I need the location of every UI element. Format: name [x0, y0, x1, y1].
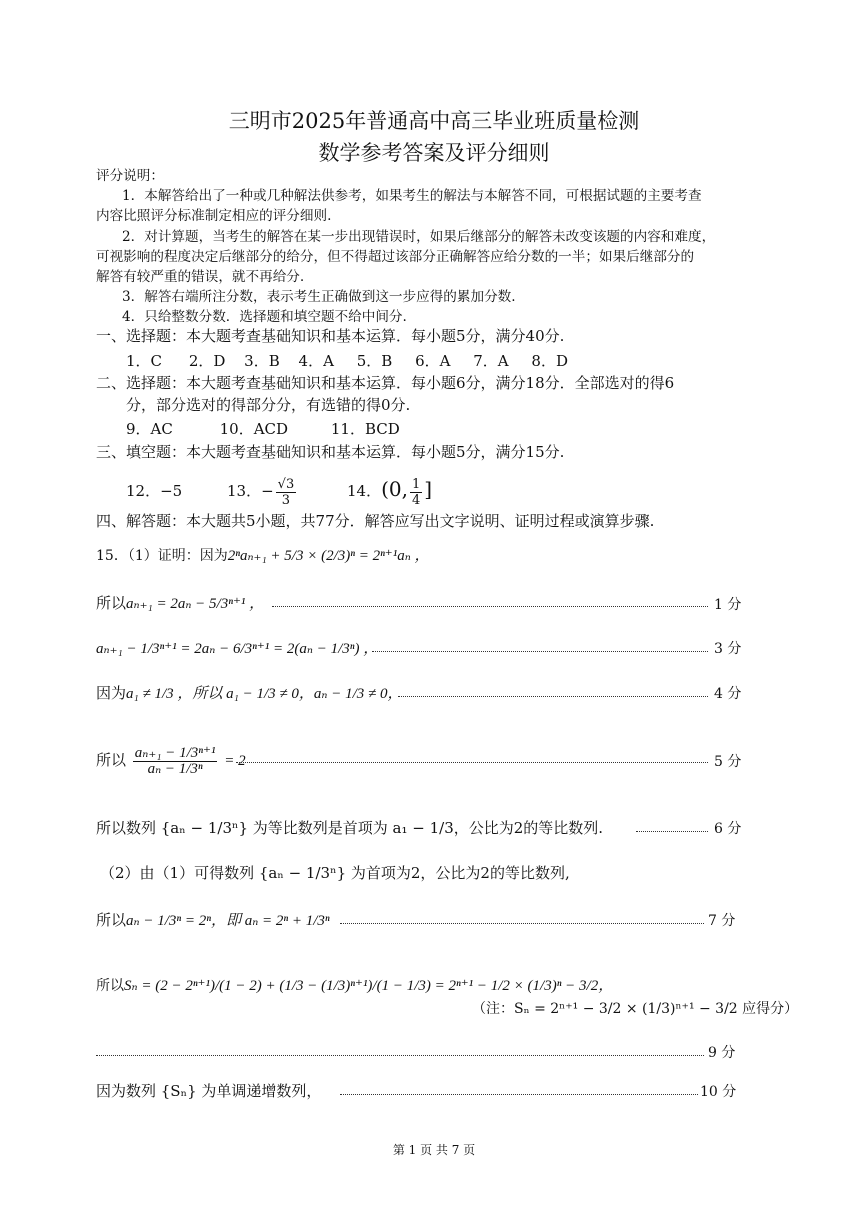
dotted-leader: [372, 651, 708, 652]
section1-heading: 一、选择题：本大题考查基础知识和基本运算．每小题5分，满分40分.: [96, 327, 565, 345]
section2-heading-cont: 分，部分选对的得部分分，有选错的得0分.: [126, 396, 411, 414]
q15-line3: [96, 640, 378, 658]
score-mark: 9 分: [708, 1045, 736, 1061]
q15-line8: 所以aₙ − 1/3ⁿ = 2ⁿ，即 aₙ = 2ⁿ + 1/3ⁿ: [96, 911, 330, 929]
answer: 2．D: [188, 352, 226, 370]
math-expression: aₙ₊₁ = 2aₙ − 5/3ⁿ⁺¹ ，: [126, 596, 265, 612]
q15-note: （注：Sₙ = 2ⁿ⁺¹ − 3/2 × (1/3)ⁿ⁺¹ − 3/2 应得分）: [472, 1001, 799, 1017]
score-mark: 7 分: [708, 913, 736, 929]
answer: 5．B: [356, 352, 393, 370]
fraction-numerator: 1: [411, 476, 421, 492]
intro-heading: 评分说明：: [96, 168, 164, 184]
interval-open: (0,: [381, 477, 408, 501]
q15-line7: （2）由（1）可得数列 {aₙ − 1/3ⁿ} 为首项为2，公比为2的等比数列,: [100, 864, 570, 882]
ratio-fraction: [133, 746, 218, 777]
q15-line1: 15．（1）证明：因为2ⁿaₙ₊₁ + 5/3 × (2/3)ⁿ = 2ⁿ⁺¹aₙ ，: [96, 548, 430, 564]
q15-line4: 因为a₁ ≠ 1/3 ，所以 a₁ − 1/3 ≠ 0，aₙ − 1/3 ≠ 0，: [96, 684, 403, 702]
score-mark: 10 分: [700, 1084, 737, 1100]
dotted-leader: [340, 923, 704, 924]
note-line: 4．只给整数分数．选择题和填空题不给中间分.: [122, 309, 407, 325]
note-line: 2．对计算题，当考生的解答在某一步出现错误时，如果后继部分的解答未改变该题的内容和难度，: [122, 229, 716, 245]
page-title: 三明市2025年普通高中高三毕业班质量检测: [228, 109, 640, 133]
note-line: 内容比照评分标准制定相应的评分细则.: [96, 208, 332, 224]
math-expression: Sₙ = (2 − 2ⁿ⁺¹)/(1 − 2) + (1/3 − (1/3)ⁿ⁺¹)/(1 − 1/3) = 2ⁿ⁺¹ − 1/2 × (1/3)ⁿ − 3/2，: [124, 978, 614, 994]
q15-line5: 所以 $\frac{\text{aₙ₊₁ − 1/3ⁿ⁺¹}}{\text{aₙ − 1/3ⁿ}}$ = 2: [96, 744, 246, 777]
section3-answers: [126, 467, 432, 513]
answer: 8．D: [531, 352, 568, 370]
interval-close: ]: [424, 477, 433, 501]
math-expression: aₙ₊₁ − 1/3ⁿ⁺¹ = 2aₙ − 6/3ⁿ⁺¹ = 2(aₙ − 1/3ⁿ) ，: [96, 641, 379, 657]
fraction-numerator: aₙ₊₁ − 1/3ⁿ⁺¹: [134, 744, 216, 761]
page-footer: 第 1 页 共 7 页: [392, 1143, 476, 1157]
math-expression: a₁ ≠ 1/3 ，所以 a₁ − 1/3 ≠ 0，aₙ − 1/3 ≠ 0，: [126, 686, 403, 702]
fraction-numerator: √3: [277, 476, 295, 492]
q15-line11: 因为数列 {Sₙ} 为单调递增数列，: [96, 1082, 322, 1100]
section2-heading: 二、选择题：本大题考查基础知识和基本运算．每小题6分，满分18分．全部选对的得6: [96, 374, 675, 392]
q15-line2: 所以aₙ₊₁ = 2aₙ − 5/3ⁿ⁺¹ ，: [96, 594, 265, 612]
dotted-leader: [272, 606, 708, 607]
answer: 3．B: [244, 352, 280, 370]
score-mark: 6 分: [714, 821, 742, 837]
score-mark: 1 分: [714, 597, 742, 613]
section4-heading: 四、解答题：本大题共5小题，共77分．解答应写出文字说明、证明过程或演算步骤.: [96, 512, 655, 530]
answer-12: 12．−5: [126, 482, 183, 500]
answer: 10．ACD: [219, 420, 289, 438]
answer-13-label: 13．: [226, 482, 262, 500]
q15-line9: 所以Sₙ = (2 − 2ⁿ⁺¹)/(1 − 2) + (1/3 − (1/3)ⁿ⁺¹)/(1 − 1/3) = 2ⁿ⁺¹ − 1/2 × (1/3)ⁿ − 3/2，: [96, 978, 614, 994]
dotted-leader: [236, 762, 708, 763]
answer-13-fraction: [276, 477, 297, 508]
dotted-leader: [636, 831, 708, 832]
section1-answers: [126, 353, 568, 370]
score-mark: 3 分: [714, 641, 742, 657]
answer: 1．C: [126, 352, 163, 370]
note-line: 3．解答右端所注分数，表示考生正确做到这一步应得的累加分数.: [122, 289, 516, 305]
note-line: 可视影响的程度决定后继部分的给分，但不得超过该部分正确解答应给分数的一半；如果后继部分的: [96, 249, 695, 265]
math-expression: 2ⁿaₙ₊₁ + 5/3 × (2/3)ⁿ = 2ⁿ⁺¹aₙ ，: [227, 548, 430, 564]
answer-14-label: 14．: [347, 482, 382, 500]
page-subtitle: 数学参考答案及评分细则: [318, 141, 550, 165]
answer: 4．A: [298, 352, 334, 370]
fraction-denominator: 3: [281, 492, 291, 508]
q15-line6: 所以数列 {aₙ − 1/3ⁿ} 为等比数列是首项为 a₁ − 1/3，公比为2的等比数列.: [96, 819, 604, 837]
answer-14-fraction: [410, 477, 422, 508]
section2-answers: [126, 421, 400, 438]
dotted-leader: [96, 1055, 704, 1056]
answer: 9．AC: [126, 420, 173, 438]
dotted-leader: [340, 1094, 698, 1095]
math-expression: aₙ − 1/3ⁿ = 2ⁿ，即 aₙ = 2ⁿ + 1/3ⁿ: [126, 913, 330, 929]
section3-heading: 三、填空题：本大题考查基础知识和基本运算．每小题5分，满分15分.: [96, 443, 565, 461]
score-mark: 4 分: [714, 686, 742, 702]
score-mark: 5 分: [714, 754, 742, 770]
minus-sign: −: [261, 482, 274, 500]
answer: 7．A: [473, 352, 509, 370]
answer: 11．BCD: [330, 420, 400, 438]
answer: 6．A: [415, 352, 451, 370]
note-line: 1．本解答给出了一种或几种解法供参考，如果考生的解法与本解答不同，可根据试题的主要考查: [122, 188, 702, 204]
note-line: 解答有较严重的错误，就不再给分.: [96, 269, 305, 285]
fraction-denominator: aₙ − 1/3ⁿ: [147, 760, 203, 777]
dotted-leader: [398, 696, 708, 697]
fraction-denominator: 4: [411, 492, 421, 508]
